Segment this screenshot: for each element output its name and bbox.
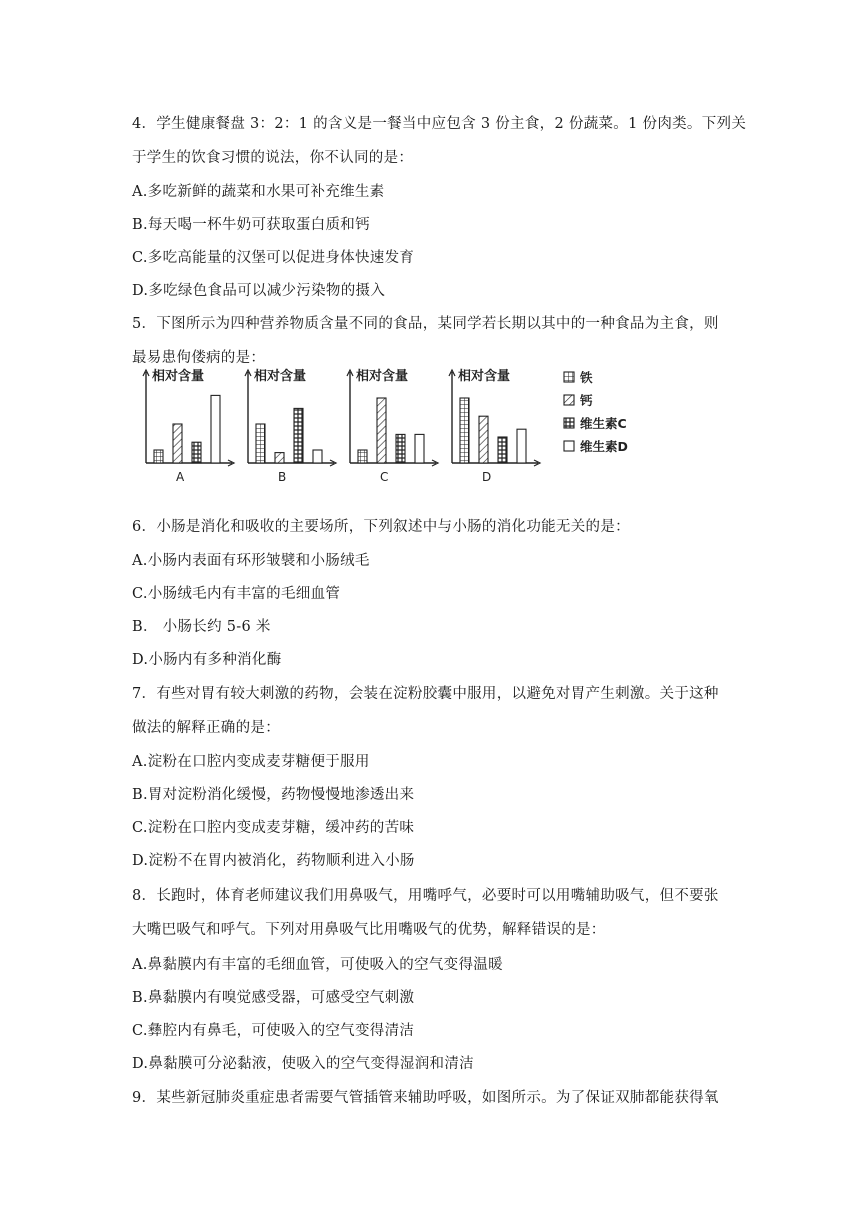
q8-stem-line1: 8．长跑时，体育老师建议我们用鼻吸气，用嘴呼气，必要时可以用嘴辅助吸气，但不要张 [132, 888, 719, 904]
q7-option-d: D.淀粉不在胃内被消化，药物顺利进入小肠 [132, 853, 415, 869]
chart-panel-a [143, 368, 234, 484]
q6-option-b: B． 小肠长约 5-6 米 [132, 619, 271, 635]
q6-option-c: C.小肠绒毛内有丰富的毛细血管 [132, 586, 341, 602]
q6-option-a: A.小肠内表面有环形皱襞和小肠绒毛 [132, 553, 370, 569]
bar-a-4 [211, 395, 220, 463]
chart-category-label: C [380, 470, 389, 484]
q8-stem-line2: 大嘴巴吸气和呼气。下列对用鼻吸气比用嘴吸气的优势，解释错误的是： [132, 922, 606, 938]
q9-stem-line1: 9．某些新冠肺炎重症患者需要气管插管来辅助呼吸，如图所示。为了保证双肺都能获得氧 [132, 1090, 719, 1106]
q5-stem-line1: 5．下图所示为四种营养物质含量不同的食品，某同学若长期以其中的一种食品为主食，则 [132, 316, 719, 332]
legend-label-4: 维生素D [580, 439, 628, 454]
legend-label-1: 铁 [580, 370, 593, 385]
legend-swatch-3 [564, 418, 574, 428]
legend-swatch-2 [564, 395, 574, 405]
legend-swatch-4 [564, 441, 574, 451]
q7-stem-line2: 做法的解释正确的是： [132, 720, 280, 736]
bar-c-2 [377, 398, 386, 463]
bar-b-2 [275, 453, 284, 463]
q7-option-b: B.胃对淀粉消化缓慢，药物慢慢地渗透出来 [132, 787, 415, 803]
q7-option-a: A.淀粉在口腔内变成麦芽糖便于服用 [132, 754, 370, 770]
q6-stem: 6．小肠是消化和吸收的主要场所，下列叙述中与小肠的消化功能无关的是： [132, 519, 630, 535]
legend-label-2: 钙 [580, 393, 593, 408]
q8-option-d: D.鼻黏膜可分泌黏液，使吸入的空气变得湿润和清洁 [132, 1056, 474, 1072]
q5-stem-line2: 最易患佝偻病的是： [132, 350, 266, 366]
bar-c-3 [396, 434, 405, 463]
bar-d-3 [498, 437, 507, 463]
chart-panel-c [347, 368, 438, 484]
chart-title: 相对含量 [254, 369, 307, 384]
legend-label-3: 维生素C [580, 416, 627, 431]
chart-title: 相对含量 [152, 369, 205, 384]
q4-option-c: C.多吃高能量的汉堡可以促进身体快速发育 [132, 250, 415, 266]
chart-category-label: A [176, 470, 185, 484]
q8-option-b: B.鼻黏膜内有嗅觉感受器，可感受空气刺激 [132, 990, 415, 1006]
bar-a-2 [173, 424, 182, 463]
q7-option-c: C.淀粉在口腔内变成麦芽糖，缓冲药的苦味 [132, 820, 415, 836]
q6-option-d: D.小肠内有多种消化酶 [132, 652, 282, 668]
q4-option-b: B.每天喝一杯牛奶可获取蛋白质和钙 [132, 217, 370, 233]
bar-b-1 [256, 424, 265, 463]
chart-panel-d [449, 368, 540, 484]
bar-b-4 [313, 450, 322, 463]
nutrient-charts-svg [140, 360, 660, 490]
q4-stem-line2: 于学生的饮食习惯的说法，你不认同的是： [132, 150, 414, 166]
q4-option-a: A.多吃新鲜的蔬菜和水果可补充维生素 [132, 184, 385, 200]
q4-stem-line1: 4．学生健康餐盘 3：2：1 的含义是一餐当中应包含 3 份主食，2 份蔬菜。1 份肉类。下列关 [132, 116, 747, 132]
q4-option-d: D.多吃绿色食品可以减少污染物的摄入 [132, 283, 386, 299]
chart-title: 相对含量 [356, 369, 409, 384]
chart-panel-b [245, 368, 336, 484]
chart-category-label: B [278, 470, 287, 484]
chart-title: 相对含量 [458, 369, 511, 384]
bar-d-1 [460, 398, 469, 463]
bar-a-3 [192, 442, 201, 463]
bar-b-3 [294, 408, 303, 463]
q8-option-a: A.鼻黏膜内有丰富的毛细血管，可使吸入的空气变得温暖 [132, 957, 503, 973]
bar-c-1 [358, 450, 367, 463]
legend-swatch-1 [564, 372, 574, 382]
q8-option-c: C.彝腔内有鼻毛，可使吸入的空气变得清洁 [132, 1023, 415, 1039]
bar-d-4 [517, 429, 526, 463]
chart-category-label: D [482, 470, 492, 484]
bar-c-4 [415, 434, 424, 463]
q7-stem-line1: 7．有些对胃有较大刺激的药物，会装在淀粉胶囊中服用，以避免对胃产生刺激。关于这种 [132, 686, 719, 702]
nutrient-charts-figure [140, 360, 660, 490]
bar-a-1 [154, 450, 163, 463]
bar-d-2 [479, 416, 488, 463]
